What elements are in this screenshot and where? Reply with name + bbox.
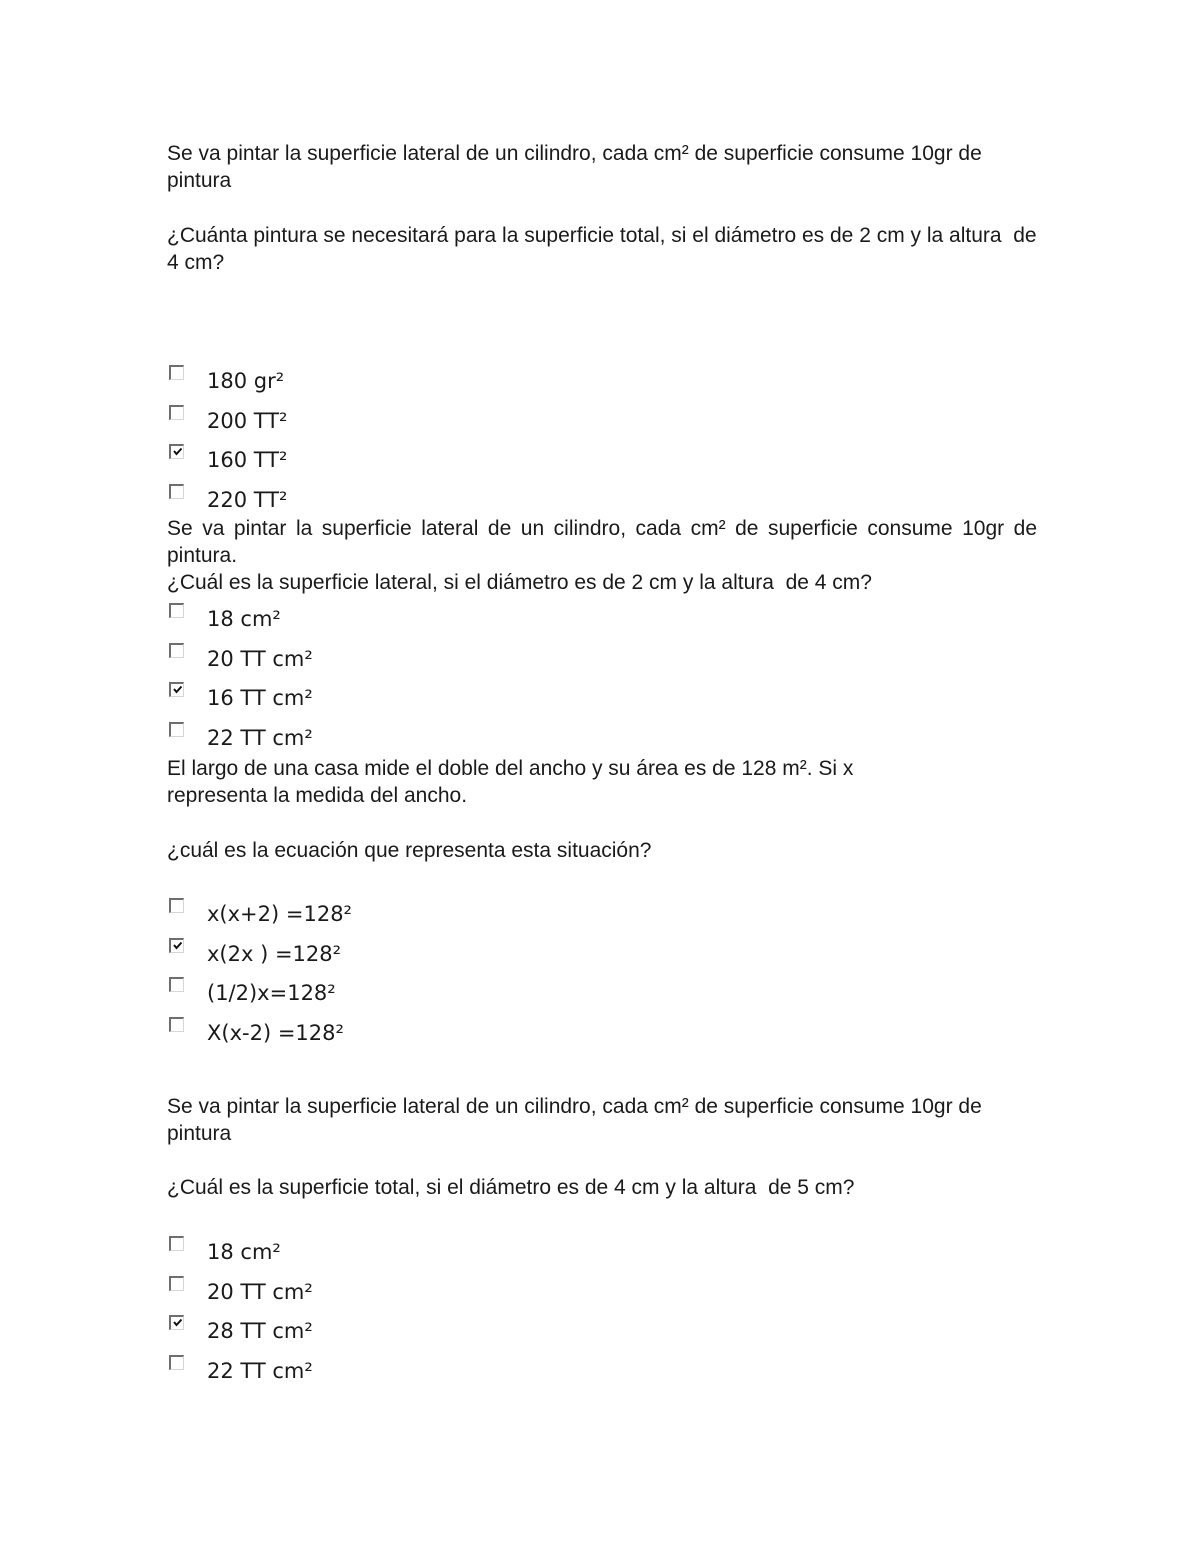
question-1-options <box>167 365 767 523</box>
option-label: 200 TT² <box>207 408 288 433</box>
question-3-options <box>167 898 767 1056</box>
question-4-statement-block <box>167 1093 1037 1147</box>
question-3-option-3[interactable] <box>167 977 767 1017</box>
question-2-option-2[interactable] <box>167 643 767 683</box>
question-1-prompt-block <box>167 222 1043 276</box>
option-label: x(x+2) =128² <box>207 902 352 926</box>
question-4-prompt: ¿Cuál es la superficie total, si el diámetro es de 4 cm y la altura de 5 cm? <box>167 1176 855 1199</box>
option-label: 28 TT cm² <box>207 1319 313 1344</box>
option-label: 18 cm² <box>207 1240 281 1264</box>
question-3-statement-block <box>167 755 947 809</box>
question-4-statement: Se va pintar la superficie lateral de un cilindro, cada cm² de superficie consume 10gr de pintura <box>167 1095 988 1145</box>
checkbox[interactable] <box>169 682 184 697</box>
option-label: 18 cm² <box>207 607 281 631</box>
question-4-option-2[interactable] <box>167 1276 767 1316</box>
checkbox[interactable] <box>169 898 184 913</box>
check-icon <box>172 684 183 695</box>
question-2-option-3[interactable] <box>167 682 767 722</box>
checkbox[interactable] <box>169 1236 184 1251</box>
checkbox[interactable] <box>169 643 184 658</box>
question-4-option-3[interactable] <box>167 1315 767 1355</box>
option-label: 20 TT cm² <box>207 646 313 671</box>
question-2-statement: Se va pintar la superficie lateral de un cilindro, cada cm² de superficie consume 10gr de pintura. <box>167 517 1043 567</box>
question-1-option-3[interactable] <box>167 444 767 484</box>
question-2-statement-block <box>167 515 1043 569</box>
checkbox[interactable] <box>169 484 184 499</box>
question-3-statement: El largo de una casa mide el doble del ancho y su área es de 128 m². Si x representa la medida del ancho. <box>167 757 860 807</box>
option-label: (1/2)x=128² <box>207 981 336 1006</box>
option-label: X(x-2) =128² <box>207 1020 344 1045</box>
question-4-prompt-block <box>167 1174 1037 1201</box>
question-1-statement-block <box>167 140 1037 194</box>
question-3-option-1[interactable] <box>167 898 767 938</box>
checkbox[interactable] <box>169 444 184 459</box>
checkbox[interactable] <box>169 938 184 953</box>
question-2-prompt-block <box>167 569 1037 596</box>
question-3-prompt-block <box>167 837 1037 864</box>
question-2-option-1[interactable] <box>167 603 767 643</box>
checkbox[interactable] <box>169 1276 184 1291</box>
checkbox[interactable] <box>169 1355 184 1370</box>
checkbox[interactable] <box>169 405 184 420</box>
question-4-option-1[interactable] <box>167 1236 767 1276</box>
question-2-prompt: ¿Cuál es la superficie lateral, si el diámetro es de 2 cm y la altura de 4 cm? <box>167 571 872 594</box>
question-3-option-2[interactable] <box>167 938 767 978</box>
question-1-prompt: ¿Cuánta pintura se necesitará para la superficie total, si el diámetro es de 2 cm y la altura de 4 cm? <box>167 224 1043 274</box>
question-1-option-1[interactable] <box>167 365 767 405</box>
question-1-option-2[interactable] <box>167 405 767 445</box>
question-4-options <box>167 1236 767 1394</box>
option-label: 22 TT cm² <box>207 725 313 750</box>
option-label: 180 gr² <box>207 369 285 393</box>
question-2-options <box>167 603 767 761</box>
option-label: 220 TT² <box>207 487 288 512</box>
option-label: x(2x ) =128² <box>207 941 342 966</box>
checkbox[interactable] <box>169 365 184 380</box>
checkbox[interactable] <box>169 1315 184 1330</box>
question-3-prompt: ¿cuál es la ecuación que representa esta situación? <box>167 839 652 862</box>
option-label: 20 TT cm² <box>207 1279 313 1304</box>
question-3-option-4[interactable] <box>167 1017 767 1057</box>
check-icon <box>172 446 183 457</box>
check-icon <box>172 940 183 951</box>
checkbox[interactable] <box>169 722 184 737</box>
option-label: 16 TT cm² <box>207 686 313 711</box>
question-4-option-4[interactable] <box>167 1355 767 1395</box>
question-1-statement: Se va pintar la superficie lateral de un cilindro, cada cm² de superficie consume 10gr de pintura <box>167 142 988 192</box>
checkbox[interactable] <box>169 1017 184 1032</box>
option-label: 160 TT² <box>207 448 288 473</box>
check-icon <box>172 1317 183 1328</box>
checkbox[interactable] <box>169 603 184 618</box>
option-label: 22 TT cm² <box>207 1358 313 1383</box>
checkbox[interactable] <box>169 977 184 992</box>
